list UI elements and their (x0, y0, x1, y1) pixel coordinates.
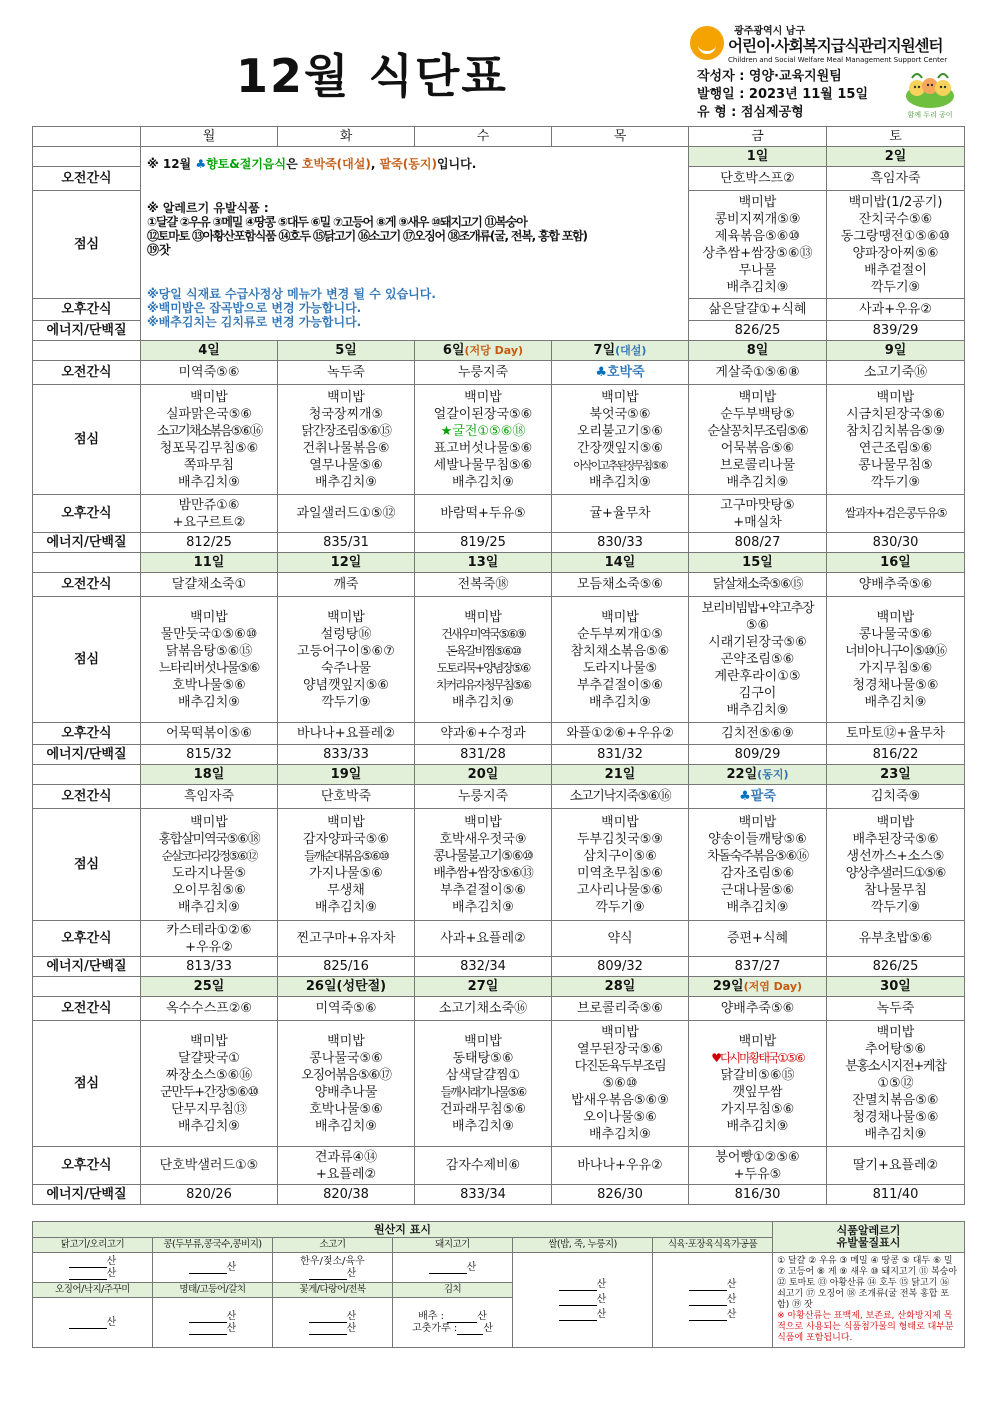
lunch-row: 점심 백미밥 물만둣국①⑤⑥⑩ 닭볶음탕⑤⑥⑮ 느타리버섯나물⑤⑥ 호박나물⑤⑥ 배추김치⑨ 백미밥 설렁탕⑯ 고등어구이⑤⑥⑦ 숙주나물 양념깻잎지⑤⑥ 깍두기⑨ 백미밥 건새우미역국⑤⑥⑨ 돈육갈비찜⑤⑥⑩ 도토리묵+양념장⑤⑥ 치커리유자청무침⑤⑥ 배추김치⑨ 백미밥 순두부찌개①⑤ 참치채소볶음⑤⑥ 도라지나물⑤ 부추겉절이⑤⑥ 배추김치⑨ 보리비빔밥+약고추장 ⑤⑥ 시래기된장국⑤⑥ 곤약조림⑤⑥ 계란후라이①⑤ 김구이 배추김치⑨ 백미밥 콩나물국⑤⑥ 너비아니구이⑤⑩⑯ 가지무침⑤⑥ 청경채나물⑤⑥ 배추김치⑨ (33, 597, 965, 723)
day-thu: 목 (552, 127, 689, 147)
menu-cell: 사과+우유② (827, 299, 965, 321)
menu-cell: 바람떡+두유⑤ (415, 495, 552, 533)
menu-cell: 귤+율무차 (552, 495, 689, 533)
menu-cell: 미역죽⑤⑥ (141, 361, 278, 385)
energy-cell: 839/29 (827, 321, 965, 341)
allergy-legend: ① 달걀 ② 우유 ③ 메밀 ④ 땅콩 ⑤ 대두 ⑥ 밀 ⑦ 고등어 ⑧ 게 ⑨ 새우 ⑩ 돼지고기 ⑪ 복숭아 ⑫ 토마토 ⑬ 아황산류 ⑭ 호두 ⑮ 닭고기 ⑯ 쇠고기 ⑰ 오징어 ⑱ 조개류(굴 전복 홍합 포함) ⑲ 잣 ※ 아황산류는 표백제, 보존료, 산화방지제 목적으로 사용되는 식품첨가물의 형태로 대부분 식품에 포함됩니다. (773, 1253, 965, 1348)
origin-input: 산 산 (33, 1253, 153, 1283)
clover-icon: ♣ (739, 789, 751, 804)
origin-input: 산 (33, 1298, 153, 1348)
menu-cell: 고구마맛탕⑤ +매실차 (689, 495, 827, 533)
notes-block (141, 147, 689, 341)
date-row (33, 147, 965, 167)
energy-cell: 826/25 (689, 321, 827, 341)
menu-cell: 백미밥(1/2공기) 잔치국수⑤⑥ 동그랑땡전①⑤⑥⑩ 양파장아찌⑤⑥ 배추겉절이 깍두기⑨ (827, 191, 965, 299)
service-type: 유 형 : 점심제공형 (697, 105, 804, 120)
mascot-icon (904, 66, 956, 120)
menu-cell: 백미밥 시금치된장국⑤⑥ 참치김치볶음⑤⑨ 연근조림⑤⑥ 콩나물무침⑤ 깍두기⑨ (827, 385, 965, 495)
center-logo-icon (690, 26, 724, 60)
lunch-row: 점심 백미밥 실파맑은국⑤⑥ 소고기채소볶음⑤⑥⑯ 청포묵김무침⑤⑥ 쪽파무침 배추김치⑨ 백미밥 청국장찌개⑤ 닭간장조림⑤⑥⑮ 건취나물볶음⑥ 열무나물⑤⑥ 배추김치⑨ 백미밥 얼갈이된장국⑤⑥ ★굴전①⑤⑥⑱ 표고버섯나물⑤⑥ 세발나물무침⑤⑥ 배추김치⑨ 백미밥 북엇국⑤⑥ 오리불고기⑤⑥ 간장깻잎지⑤⑥ 아삭이고추된장무침⑤⑥ 배추김치⑨ 백미밥 순두부백탕⑤ 순살꽁치무조림⑤⑥ 어묵볶음⑤⑥ 브로콜리나물 배추김치⑨ 백미밥 시금치된장국⑤⑥ 참치김치볶음⑤⑨ 연근조림⑤⑥ 콩나물무침⑤ 깍두기⑨ (33, 385, 965, 495)
date-row (33, 341, 965, 361)
menu-cell: 누룽지죽 (415, 361, 552, 385)
afternoon-snack-row: 오후간식 어묵떡볶이⑤⑥ 바나나+요플레② 약과⑥+수정과 와플①②⑥+우유② 김치전⑤⑥⑨ 토마토⑫+율무차 (33, 723, 965, 745)
menu-cell: ♣호박죽 (552, 361, 689, 385)
note-holiday-food: ※ 12월 ♣향토&절기음식은 호박죽(대설), 팥죽(동지)입니다. (147, 157, 477, 171)
day-sat: 토 (827, 127, 965, 147)
menu-cell: 녹두죽 (278, 361, 415, 385)
morning-snack-row: 오전간식 흑임자죽 단호박죽 누룽지죽 소고기낙지죽⑤⑥⑯ ♣팥죽 김치죽⑨ (33, 785, 965, 809)
menu-cell: 백미밥 청국장찌개⑤ 닭간장조림⑤⑥⑮ 건취나물볶음⑥ 열무나물⑤⑥ 배추김치⑨ (278, 385, 415, 495)
day-mon: 월 (141, 127, 278, 147)
morning-snack-row: 오전간식 달걀채소죽① 깨죽 전복죽⑱ 모듬채소죽⑤⑥ 닭살채소죽⑤⑥⑮ 양배추죽⑤⑥ (33, 573, 965, 597)
menu-cell: 밤만쥬①⑥ +요구르트② (141, 495, 278, 533)
afternoon-snack-row: 오후간식 카스테라①②⑥ +우유② 찐고구마+유자차 사과+요플레② 약식 증편+식혜 유부초밥⑤⑥ (33, 921, 965, 957)
date-cell: 2일 (827, 147, 965, 167)
date-cell: 4일 (141, 341, 278, 361)
org-name: 어린이·사회복지급식관리지원센터 (728, 37, 943, 55)
org-block (690, 22, 980, 70)
day-wed: 수 (415, 127, 552, 147)
menu-cell: 백미밥 북엇국⑤⑥ 오리불고기⑤⑥ 간장깻잎지⑤⑥ 아삭이고추된장무침⑤⑥ 배추김치⑨ (552, 385, 689, 495)
page-header (0, 0, 992, 124)
menu-cell: 단호박스프② (689, 167, 827, 191)
origin-input: 배추 : 산 고춧가루 : 산 (393, 1298, 513, 1348)
date-row: 11일 12일 13일 14일 15일 16일 (33, 553, 965, 573)
date-cell: 8일 (689, 341, 827, 361)
origin-input: 산 산 산 (653, 1253, 773, 1348)
origin-input: 산 (393, 1253, 513, 1283)
svg-text:함께 두리 공이: 함께 두리 공이 (907, 111, 953, 119)
energy-row: 에너지/단백질 812/25 835/31 819/25 830/33 808/27 830/30 (33, 533, 965, 553)
date-cell: 7일(대설) (552, 341, 689, 361)
origin-input: 산 산 (153, 1298, 273, 1348)
note-allergens: ※ 알레르기 유발식품 : ①달걀 ②우유 ③메밀 ④땅콩 ⑤대두 ⑥밀 ⑦고등어 ⑧게 ⑨새우 ⑩돼지고기 ⑪복숭아 ⑫토마토 ⑬아황산포함식품 ⑭호두 ⑮닭고기 ⑯소고기 ⑰오징어 ⑱조개류(굴, 전복, 홍합 포함) ⑲잣 (147, 201, 587, 257)
meal-plan-table (32, 126, 965, 1205)
author: 작성자 : 영양·교육지원팀 (697, 69, 842, 84)
date-cell: 1일 (689, 147, 827, 167)
date-cell: 5일 (278, 341, 415, 361)
menu-cell: 소고기죽⑯ (827, 361, 965, 385)
date-row: 18일 19일 20일 21일 22일(동지) 23일 (33, 765, 965, 785)
day-tue: 화 (278, 127, 415, 147)
lunch-row: 점심 백미밥 콩비지찌개⑤⑨ 제육볶음⑤⑥⑩ 상추쌈+쌈장⑤⑥⑬ 무나물 배추김치⑨ 백미밥(1/2공기) 잔치국수⑤⑥ 동그랑땡전①⑤⑥⑩ 양파장아찌⑤⑥ 배추겉절이 깍두기⑨ (33, 191, 965, 299)
org-english-name: Children and Social Welfare Meal Management Support Center (728, 56, 948, 64)
menu-cell: 백미밥 순두부백탕⑤ 순살꽁치무조림⑤⑥ 어묵볶음⑤⑥ 브로콜리나물 배추김치⑨ (689, 385, 827, 495)
menu-cell: 쌀과자+검은콩두유⑤ (827, 495, 965, 533)
menu-cell: 게살죽①⑤⑥⑧ (689, 361, 827, 385)
energy-row: 에너지/단백질 815/32 833/33 831/28 831/32 809/29 816/22 (33, 745, 965, 765)
energy-row: 에너지/단백질 820/26 820/38 833/34 826/30 816/30 811/40 (33, 1185, 965, 1205)
morning-snack-row: 오전간식 옥수수스프②⑥ 미역죽⑤⑥ 소고기채소죽⑯ 브로콜리죽⑤⑥ 양배추죽⑤⑥ 녹두죽 (33, 997, 965, 1021)
menu-cell: 삶은달걀①+식혜 (689, 299, 827, 321)
origin-input: 산 산 산 (513, 1253, 653, 1348)
day-fri: 금 (689, 127, 827, 147)
energy-row: 에너지/단백질 826/25 839/29 (33, 321, 965, 341)
origin-input: 산 (153, 1253, 273, 1283)
menu-cell: 백미밥 실파맑은국⑤⑥ 소고기채소볶음⑤⑥⑯ 청포묵김무침⑤⑥ 쪽파무침 배추김치⑨ (141, 385, 278, 495)
issue-date: 발행일 : 2023년 11월 15일 (697, 87, 869, 102)
date-cell: 6일(저당 Day) (415, 341, 552, 361)
menu-cell: 백미밥 콩비지찌개⑤⑨ 제육볶음⑤⑥⑩ 상추쌈+쌈장⑤⑥⑬ 무나물 배추김치⑨ (689, 191, 827, 299)
origin-input: 산 산 (273, 1298, 393, 1348)
org-sup: 광주광역시 남구 (734, 26, 806, 37)
clover-icon: ♣ (195, 157, 207, 171)
morning-snack-row: 오전간식 미역죽⑤⑥ 녹두죽 누룽지죽 ♣호박죽 게살죽①⑤⑥⑧ 소고기죽⑯ (33, 361, 965, 385)
corner-cell (33, 127, 141, 147)
menu-cell: 흑임자죽 (827, 167, 965, 191)
document-meta (697, 68, 868, 122)
afternoon-snack-row: 오후간식 단호박샐러드①⑤ 견과류④⑭ +요플레② 감자수제비⑥ 바나나+우유② 붕어빵①②⑤⑥ +두유⑤ 딸기+요플레② (33, 1147, 965, 1185)
date-row: 25일 26일(성탄절) 27일 28일 29일(저염 Day) 30일 (33, 977, 965, 997)
morning-snack-row: 오전간식 단호박스프② 흑임자죽 (33, 167, 965, 191)
afternoon-snack-row: 오후간식 밤만쥬①⑥ +요구르트② 과일샐러드①⑤⑫ 바람떡+두유⑤ 귤+율무차 고구마맛탕⑤ +매실차 쌀과자+검은콩두유⑤ (33, 495, 965, 533)
origin-table: 원산지 표시 식품알레르기 유발물질표시 닭고기/오리고기 콩(두부류,콩국수,콩비지) 소고기 돼지고기 쌀(밥, 죽, 누룽지) 식육·포장육식육가공품 산 산 산 한우/젖소/육우 산 산 산 산 산 산 산 산 ① 달걀 ② 우유 ③ 메밀 ④ 땅콩 ⑤ 대두 ⑥ 밀 ⑦ 고등어 ⑧ 게 ⑨ 새우 ⑩ 돼지고기 ⑪ 복숭아 ⑫ 토마토 ⑬ 아황산류 ⑭ 호두 ⑮ 닭고기 ⑯ 쇠고기 ⑰ 오징어 ⑱ 조개류(굴 전복 홍합 포함) ⑲ 잣 ※ 아황산류는 표백제, 보존료, 산화방지제 목적으로 사용되는 식품첨가물의 형태로 대부분 식품에 포함됩니다. 오징어/낙지/주꾸미 명태/고등어/갈치 꽃게/다랑어/전복 김치 산 산 산 산 산 배추 : 산 고춧가루 : 산 (32, 1221, 965, 1348)
clover-icon: ♣ (595, 365, 607, 380)
energy-row: 에너지/단백질 813/33 825/16 832/34 809/32 837/27 826/25 (33, 957, 965, 977)
afternoon-snack-row: 오후간식 삶은달걀①+식혜 사과+우유② (33, 299, 965, 321)
allergy-title: 식품알레르기 유발물질표시 (773, 1222, 965, 1253)
page-title: 12월 식단표 (236, 49, 508, 103)
lunch-row: 점심 백미밥 달걀팟국① 짜장소스⑤⑥⑯ 군만두+간장⑤⑥⑩ 단무지무침⑬ 배추김치⑨ 백미밥 콩나물국⑤⑥ 오징어볶음⑤⑥⑰ 양배추나물 호박나물⑤⑥ 배추김치⑨ 백미밥 동태탕⑤⑥ 삼색달걀찜① 들깨시래기나물⑤⑥ 건파래무침⑤⑥ 배추김치⑨ 백미밥 열무된장국⑤⑥ 다진돈육두부조림 ⑤⑥⑩ 밥새우볶음⑤⑥⑨ 오이나물⑤⑥ 배추김치⑨ 백미밥 ♥다시마황태국①⑤⑥ 닭갈비⑤⑥⑮ 깻잎무쌈 가지무침⑤⑥ 배추김치⑨ 백미밥 추어탕⑤⑥ 분홍소시지전+케찹 ①⑤⑫ 잔멸치볶음⑤⑥ 청경채나물⑤⑥ 배추김치⑨ (33, 1021, 965, 1147)
menu-cell: 백미밥 얼갈이된장국⑤⑥ ★굴전①⑤⑥⑱ 표고버섯나물⑤⑥ 세발나물무침⑤⑥ 배추김치⑨ (415, 385, 552, 495)
date-cell: 9일 (827, 341, 965, 361)
origin-title: 원산지 표시 (33, 1222, 773, 1238)
weekday-header-row (33, 127, 965, 147)
lunch-row: 점심 백미밥 홍합살미역국⑤⑥⑱ 순살코다리강정⑤⑥⑫ 도라지나물⑤ 오이무침⑤⑥ 배추김치⑨ 백미밥 감자양파국⑤⑥ 들깨순대볶음⑤⑥⑩ 가지나물⑤⑥ 무생채 배추김치⑨ 백미밥 호박새우젓국⑨ 콩나물불고기⑤⑥⑩ 배추쌈+쌈장⑤⑥⑬ 부추겉절이⑤⑥ 배추김치⑨ 백미밥 두부김칫국⑤⑨ 삼치구이⑤⑥ 미역초무침⑤⑥ 고사리나물⑤⑥ 깍두기⑨ 백미밥 양송이들깨탕⑤⑥ 차돌숙주볶음⑤⑥⑯ 감자조림⑤⑥ 근대나물⑤⑥ 배추김치⑨ 백미밥 배추된장국⑤⑥ 생선까스+소스⑤ 양상추샐러드①⑤⑥ 참나물무침 깍두기⑨ (33, 809, 965, 921)
origin-input: 한우/젖소/육우 산 (273, 1253, 393, 1283)
note-changes: ※당일 식재료 수급사정상 메뉴가 변경 될 수 있습니다. ※백미밥은 잡곡밥으로 변경 가능합니다. ※배추김치는 김치류로 변경 가능합니다. (147, 287, 436, 329)
menu-cell: 과일샐러드①⑤⑫ (278, 495, 415, 533)
